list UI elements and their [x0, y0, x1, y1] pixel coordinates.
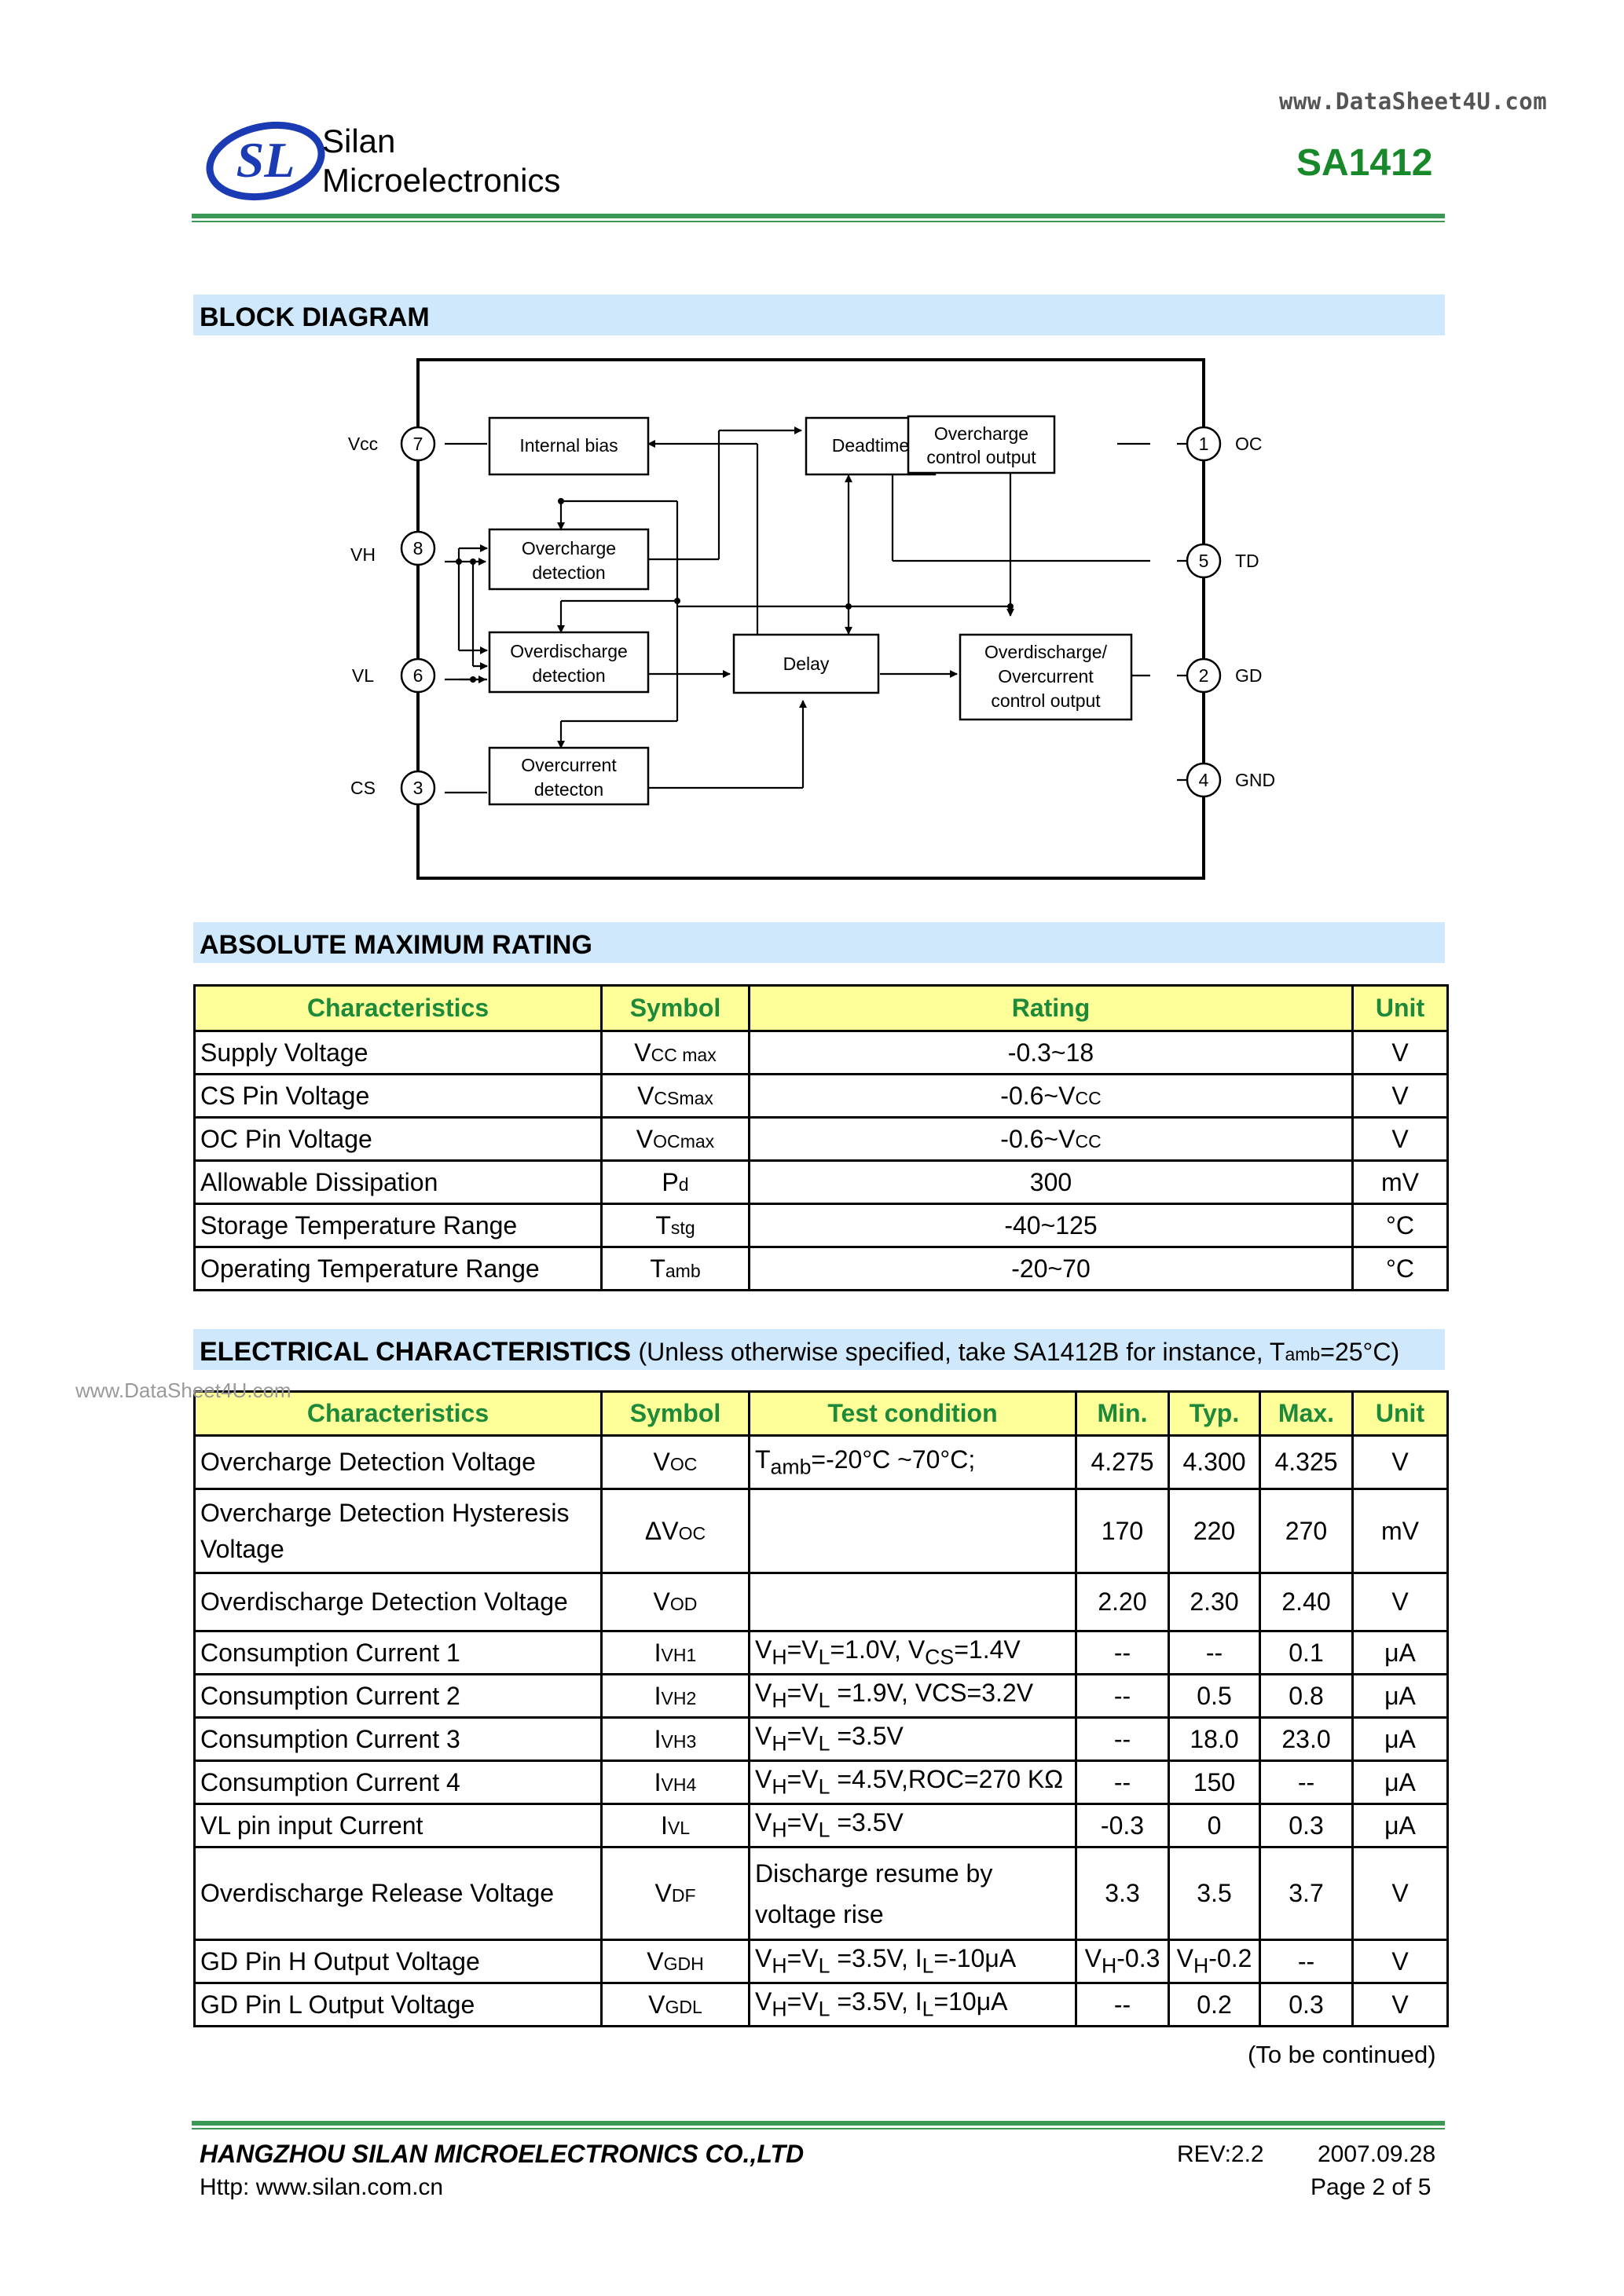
column-header: Min. — [1076, 1392, 1169, 1436]
max-cell: 4.325 — [1260, 1436, 1353, 1489]
company-name — [322, 122, 560, 200]
table-row — [195, 1675, 1448, 1718]
page-number: Page 2 of 5 — [1311, 2174, 1432, 2200]
block-label: detection — [532, 562, 606, 583]
max-cell: -- — [1260, 1940, 1353, 1983]
symbol-cell: IVH1 — [602, 1631, 750, 1675]
unit-cell: V — [1353, 1940, 1448, 1983]
unit-cell: V — [1353, 1983, 1448, 2027]
unit-cell: μA — [1353, 1804, 1448, 1847]
unit-cell: V — [1353, 1847, 1448, 1940]
unit-cell: V — [1353, 1031, 1448, 1075]
header-rule — [192, 214, 1445, 218]
condition-cell: $V_H=V_L =3.5V$, $I_L=-10\mu A$ — [750, 1940, 1076, 1983]
symbol-cell: VGDL — [602, 1983, 750, 2027]
condition-cell — [750, 1489, 1076, 1573]
condition-cell: $V_H=V_L =4.5V,ROC=270$ KΩ — [750, 1761, 1076, 1804]
table-header-row — [195, 1392, 1448, 1436]
unit-cell: μA — [1353, 1631, 1448, 1675]
footer-company: HANGZHOU SILAN MICROELECTRONICS CO.,LTD — [200, 2140, 805, 2168]
column-header: Unit — [1353, 986, 1448, 1031]
symbol-cell: Tstg — [602, 1204, 750, 1247]
char-cell: VL pin input Current — [195, 1804, 602, 1847]
section-title: BLOCK DIAGRAM — [200, 302, 430, 332]
max-cell: 0.1 — [1260, 1631, 1353, 1675]
column-header: Test condition — [750, 1392, 1076, 1436]
block-label: detection — [532, 665, 606, 686]
rating-cell: -0.6~VCC — [750, 1075, 1353, 1118]
table-row — [195, 1118, 1448, 1161]
watermark: www.DataSheet4U.com — [75, 1379, 291, 1402]
section-block-diagram — [193, 295, 1445, 335]
electrical-characteristics-table — [193, 1390, 1449, 2027]
pin-name: Vcc — [347, 434, 379, 454]
column-header: Symbol — [602, 1392, 750, 1436]
column-header: Characteristics — [195, 1392, 602, 1436]
typ-cell: 220 — [1169, 1489, 1260, 1573]
char-cell: Allowable Dissipation — [195, 1161, 602, 1204]
part-number: SA1412 — [1296, 142, 1433, 184]
char-cell: Overdischarge Detection Voltage — [195, 1573, 602, 1631]
char-cell: Consumption Current 1 — [195, 1631, 602, 1675]
column-header: Typ. — [1169, 1392, 1260, 1436]
table-row — [195, 1631, 1448, 1675]
typ-cell: 150 — [1169, 1761, 1260, 1804]
pin-number: 7 — [412, 434, 423, 454]
condition-cell: $V_H=V_L =3.5V$ — [750, 1804, 1076, 1847]
max-cell: 0.3 — [1260, 1983, 1353, 2027]
pin-number: 6 — [412, 665, 423, 686]
condition-cell: $V_H=V_L =3.5V$, $I_L=10\mu A$ — [750, 1983, 1076, 2027]
symbol-cell: IVL — [602, 1804, 750, 1847]
table-header-row — [195, 986, 1448, 1031]
watermark: www.DataSheet4U.com — [1279, 88, 1548, 115]
symbol-cell: VCSmax — [602, 1075, 750, 1118]
char-cell: GD Pin L Output Voltage — [195, 1983, 602, 2027]
block-diagram — [330, 353, 1304, 888]
typ-cell: 0 — [1169, 1804, 1260, 1847]
column-header: Characteristics — [195, 986, 602, 1031]
unit-cell: V — [1353, 1573, 1448, 1631]
min-cell: -0.3 — [1076, 1804, 1169, 1847]
table-row — [195, 1436, 1448, 1489]
table-row — [195, 1847, 1448, 1940]
min-cell: -- — [1076, 1675, 1169, 1718]
min-cell: -- — [1076, 1631, 1169, 1675]
company-line1: Silan — [322, 123, 396, 159]
rating-cell: -40~125 — [750, 1204, 1353, 1247]
block-label: Internal bias — [519, 435, 618, 456]
column-header: Symbol — [602, 986, 750, 1031]
footer-url[interactable]: Http: www.silan.com.cn — [200, 2174, 444, 2200]
max-cell: 2.40 — [1260, 1573, 1353, 1631]
condition-cell — [750, 1573, 1076, 1631]
block-label: Overcharge — [521, 538, 617, 558]
block-label: detecton — [533, 779, 604, 800]
pin-name: GD — [1235, 665, 1263, 686]
symbol-cell: VGDH — [602, 1940, 750, 1983]
pin-name: OC — [1235, 434, 1263, 454]
column-header: Unit — [1353, 1392, 1448, 1436]
symbol-cell: VOC — [602, 1436, 750, 1489]
typ-cell: -- — [1169, 1631, 1260, 1675]
char-cell: CS Pin Voltage — [195, 1075, 602, 1118]
header-rule-thin — [192, 221, 1445, 222]
unit-cell: mV — [1353, 1489, 1448, 1573]
char-cell: OC Pin Voltage — [195, 1118, 602, 1161]
footer-date: 2007.09.28 — [1318, 2141, 1436, 2167]
block-label: Overcurrent — [521, 755, 617, 775]
continued-note: (To be continued) — [1248, 2041, 1436, 2068]
char-cell: Consumption Current 3 — [195, 1718, 602, 1761]
unit-cell: V — [1353, 1118, 1448, 1161]
max-cell: 3.7 — [1260, 1847, 1353, 1940]
typ-cell: $V_H-0.2$ — [1169, 1940, 1260, 1983]
symbol-cell: VDF — [602, 1847, 750, 1940]
block-label: Overdischarge/ — [984, 642, 1107, 662]
table-row — [195, 1204, 1448, 1247]
typ-cell: 18.0 — [1169, 1718, 1260, 1761]
pin-number: 5 — [1198, 551, 1209, 571]
min-cell: 2.20 — [1076, 1573, 1169, 1631]
max-cell: 0.3 — [1260, 1804, 1353, 1847]
char-cell: GD Pin H Output Voltage — [195, 1940, 602, 1983]
symbol-cell: Pd — [602, 1161, 750, 1204]
pin-name: GND — [1235, 770, 1276, 790]
footer-rule-thin — [192, 2128, 1445, 2129]
char-cell: Supply Voltage — [195, 1031, 602, 1075]
pin-name: VH — [350, 544, 376, 565]
section-title: ABSOLUTE MAXIMUM RATING — [200, 930, 592, 960]
condition-cell: $V_H=V_L=1.0V$, $V_{CS}=1.4V$ — [750, 1631, 1076, 1675]
table-row — [195, 1075, 1448, 1118]
pin-number: 2 — [1198, 665, 1209, 686]
block-label: control output — [991, 690, 1101, 711]
unit-cell: mV — [1353, 1161, 1448, 1204]
symbol-cell: VOD — [602, 1573, 750, 1631]
block-label: Overcharge — [933, 423, 1029, 444]
min-cell: $V_H-0.3$ — [1076, 1940, 1169, 1983]
silan-logo — [203, 118, 328, 204]
char-cell: Storage Temperature Range — [195, 1204, 602, 1247]
symbol-cell: IVH2 — [602, 1675, 750, 1718]
unit-cell: μA — [1353, 1761, 1448, 1804]
typ-cell: 0.5 — [1169, 1675, 1260, 1718]
table-row — [195, 1031, 1448, 1075]
section-electrical-characteristics — [193, 1329, 1445, 1370]
min-cell: 4.275 — [1076, 1436, 1169, 1489]
typ-cell: 3.5 — [1169, 1847, 1260, 1940]
char-cell: Overdischarge Release Voltage — [195, 1847, 602, 1940]
block-label: Delay — [783, 654, 830, 674]
min-cell: -- — [1076, 1761, 1169, 1804]
pin-number: 1 — [1198, 434, 1209, 454]
rating-cell: -0.3~18 — [750, 1031, 1353, 1075]
table-row — [195, 1489, 1448, 1573]
block-label: Overdischarge — [510, 641, 628, 661]
min-cell: -- — [1076, 1718, 1169, 1761]
symbol-cell: VCC max — [602, 1031, 750, 1075]
footer-rule — [192, 2121, 1445, 2126]
pin-name: TD — [1235, 551, 1259, 571]
table-row — [195, 1161, 1448, 1204]
section-absolute-maximum-rating — [193, 922, 1445, 963]
footer-revision: REV:2.2 — [1177, 2141, 1264, 2167]
max-cell: 0.8 — [1260, 1675, 1353, 1718]
table-row — [195, 1804, 1448, 1847]
column-header: Rating — [750, 986, 1353, 1031]
symbol-cell: Tamb — [602, 1247, 750, 1291]
symbol-cell: ΔVOC — [602, 1489, 750, 1573]
condition-cell: $T_{amb}=-20^\circ C$ ~70°C; — [750, 1436, 1076, 1489]
block-label: control output — [926, 447, 1036, 467]
max-cell: -- — [1260, 1761, 1353, 1804]
pin-number: 3 — [412, 778, 423, 798]
unit-cell: °C — [1353, 1204, 1448, 1247]
typ-cell: 0.2 — [1169, 1983, 1260, 2027]
min-cell: 170 — [1076, 1489, 1169, 1573]
unit-cell: °C — [1353, 1247, 1448, 1291]
unit-cell: V — [1353, 1436, 1448, 1489]
table-row — [195, 1247, 1448, 1291]
absolute-maximum-rating-table — [193, 984, 1449, 1291]
min-cell: 3.3 — [1076, 1847, 1169, 1940]
pin-name: CS — [350, 778, 376, 798]
condition-cell: $V_H=V_L =3.5V$ — [750, 1718, 1076, 1761]
table-row — [195, 1940, 1448, 1983]
typ-cell: 2.30 — [1169, 1573, 1260, 1631]
char-cell: Consumption Current 4 — [195, 1761, 602, 1804]
symbol-cell: VOCmax — [602, 1118, 750, 1161]
logo-text: SL — [236, 132, 295, 188]
char-cell: Overcharge Detection Voltage — [195, 1436, 602, 1489]
column-header: Max. — [1260, 1392, 1353, 1436]
max-cell: 23.0 — [1260, 1718, 1353, 1761]
block-label: Deadtime — [831, 435, 910, 456]
section-title: ELECTRICAL CHARACTERISTICS — [200, 1337, 632, 1367]
min-cell: -- — [1076, 1983, 1169, 2027]
char-cell: Consumption Current 2 — [195, 1675, 602, 1718]
block-label: Overcurrent — [998, 666, 1094, 687]
rating-cell: -0.6~VCC — [750, 1118, 1353, 1161]
char-cell: Operating Temperature Range — [195, 1247, 602, 1291]
table-row — [195, 1761, 1448, 1804]
table-row — [195, 1718, 1448, 1761]
symbol-cell: IVH4 — [602, 1761, 750, 1804]
typ-cell: 4.300 — [1169, 1436, 1260, 1489]
table-row — [195, 1983, 1448, 2027]
condition-cell: $V_H=V_L =1.9V$, VCS=3.2V — [750, 1675, 1076, 1718]
pin-number: 4 — [1198, 770, 1209, 790]
unit-cell: μA — [1353, 1675, 1448, 1718]
rating-cell: -20~70 — [750, 1247, 1353, 1291]
company-line2: Microelectronics — [322, 162, 561, 199]
condition-cell: Discharge resume by voltage rise — [750, 1847, 1076, 1940]
symbol-cell: IVH3 — [602, 1718, 750, 1761]
pin-number: 8 — [412, 538, 423, 558]
section-note: (Unless otherwise specified, take SA1412B for instance, Tamb=25°C) — [638, 1338, 1400, 1366]
char-cell: Overcharge Detection Hysteresis Voltage — [195, 1489, 602, 1573]
rating-cell: 300 — [750, 1161, 1353, 1204]
pin-name: VL — [351, 665, 375, 686]
unit-cell: V — [1353, 1075, 1448, 1118]
unit-cell: μA — [1353, 1718, 1448, 1761]
max-cell: 270 — [1260, 1489, 1353, 1573]
table-row — [195, 1573, 1448, 1631]
